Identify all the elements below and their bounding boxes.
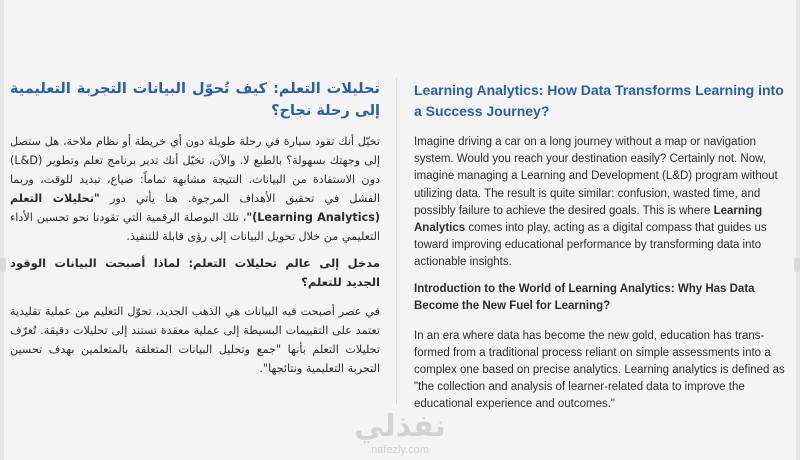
english-column: [414, 80, 786, 423]
next-arrow-icon[interactable]: [794, 258, 800, 272]
arabic-column: [10, 78, 380, 386]
column-divider: [396, 78, 397, 404]
arabic-section-heading: مدخل إلى عالم تحليلات التعلم: لماذا أصبحت البيانات الوقود الجديد للتعلم؟: [10, 256, 380, 289]
english-intro-paragraph: [414, 134, 786, 272]
left-edge: [0, 0, 4, 460]
arabic-section-paragraph: في عصر أصبحت فيه البيانات هي الذهب الجديد، تحوّل التعليم من عملية تقليدية تعتمد على التقييمات البسيطة إلى عملية معقدة تستند إلى تحليلات دقيقة. تُعرّف تحليلات التعلم بأنها "جمع وتحليل البيانات المتعلقة بالمتعلمين بهدف تحسين التجربة التعليمية ونتائجها".: [10, 305, 380, 375]
arabic-title: تحليلات التعلم: كيف تُحوّل البيانات التجربة التعليمية إلى رحلة نجاح؟: [10, 81, 380, 119]
english-intro-text: Imagine driving a car on a long journey without a map or navigation system. Would you reach your destination easily? Certainly not. Now, imagine managing a Learning and Development (L&D) program without utilizing data. The result is quite similar: confusion, wasted time, and possibly failure to achieve the desired goals. This is where: [414, 136, 778, 217]
watermark-logo: نفذلي: [354, 409, 446, 444]
english-intro-text-end: comes into play, acting as a digital compass that guides us toward improving educational performance by transforming data into actionable insights.: [414, 222, 767, 269]
arabic-intro-paragraph: [10, 132, 380, 246]
prev-arrow-icon[interactable]: [0, 258, 6, 272]
english-title: Learning Analytics: How Data Transforms Learning into a Success Journey?: [414, 82, 784, 119]
right-edge: [796, 0, 800, 460]
watermark: [340, 410, 460, 456]
watermark-url: nafezly.com: [371, 444, 429, 456]
english-section-paragraph: In an era where data has become the new gold, education has transformed from a traditional process reliant on simple assessments into a complex one based on precise analytics. Learning analytics is defined as "the collection and analysis of learner-related data to improve the educational experience and outcomes.": [414, 329, 785, 411]
english-section-heading: Introduction to the World of Learning Analytics: Why Has Data Become the New Fuel for Learning?: [414, 282, 755, 313]
arabic-intro-keyword: "تحليلات التعلم (Learning Analytics)": [10, 192, 380, 224]
arabic-intro-text: تخيّل أنك تقود سيارة في رحلة طويلة دون أي خريطة أو نظام ملاحة، هل ستصل إلى وجهتك بسهولة؟ بالطبع لا. والآن، تخيّل أنك تدير برنامج تعلم وتطوير (L&D) دون الاستفادة من البيانات. النتيجة مشابهة تماماً: ضياع، تبديد للوقت، وربما الفشل في تحقيق الأهداف المرجوة. هنا يأتي دور: [10, 135, 380, 205]
arabic-intro-text-end: ، تلك البوصلة الرقمية التي تقودنا نحو تحسين الأداء التعليمي من خلال تحويل البيانات إلى رؤى قابلة للتنفيذ.: [10, 211, 380, 243]
english-intro-keyword: Learning Analytics: [414, 204, 763, 235]
